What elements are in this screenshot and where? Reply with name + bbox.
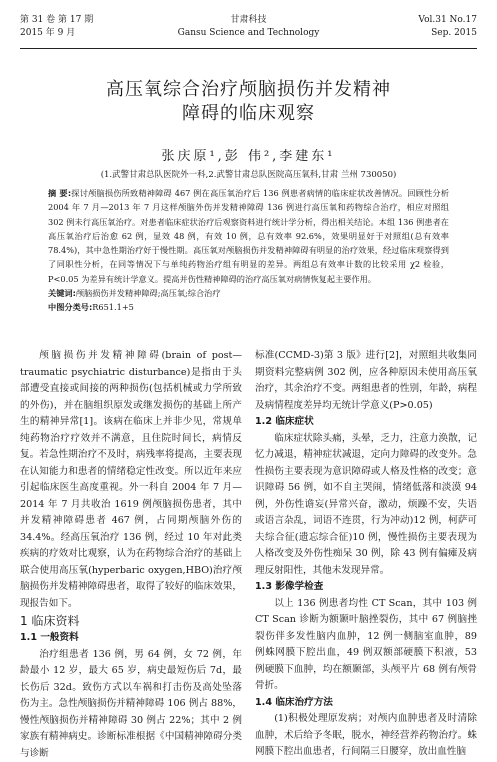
keywords-text: 颅脑损伤并发精神障碍;高压氧;综合治疗 <box>76 288 221 298</box>
journal-name-en: Gansu Science and Technology <box>20 27 477 40</box>
pub-date-cn: 2015 年 9 月 <box>20 27 93 40</box>
header-right <box>418 14 477 40</box>
header-center <box>20 14 477 40</box>
pub-date-en: Sep. 2015 <box>418 27 477 40</box>
body-column-left <box>20 348 242 762</box>
symptoms-paragraph: 临床症状除头痛，头晕，乏力，注意力涣散，记忆力减退，精神症状减退，定向力障碍的改变外。急性损伤主要表现为意识障碍或人格及性格的改变；意识障碍 56 例，如不自主哭闹，情绪低落和淡漠 94 例，外伤性谵妄(异常兴奋，激动，烦躁不安，失语或语言杂乱，词语不连贯，行为冲动)12 例，柯萨可夫综合征(遗忘综合征)10 例，慢性损伤主要表现为人格改变及外伤性痴呆 30 例，除 43 例有偏瘫及病理反射阳性，其他未发现异常。 <box>255 431 477 580</box>
running-header <box>20 14 477 48</box>
keywords-label: 关键词: <box>48 288 76 298</box>
subsection-1-3-heading: 1.3 影像学检查 <box>255 579 477 596</box>
volume-issue-en: Vol.31 No.17 <box>418 14 477 27</box>
keywords <box>48 286 449 300</box>
article-title <box>20 78 477 126</box>
imaging-paragraph: 以上 136 例患者均性 CT Scan，其中 103 例 CT Scan 诊断为额颞叶脑挫裂伤，其中 67 例脑挫裂伤伴多发性脑内血肿，12 例一侧脑室血肿，89 例蛛网膜下腔出血，49 例双额部硬膜下积液，53 例硬膜下血肿，均在额颞部，头颅平片 68 例有颅骨骨折。 <box>255 596 477 695</box>
subsection-1-4-heading: 1.4 临床治疗方法 <box>255 695 477 712</box>
journal-name-cn: 甘肃科技 <box>20 14 477 27</box>
general-data-paragraph: 治疗组患者 136 例，男 64 例，女 72 例，年龄最小 12 岁，最大 65 岁，病史最短伤后 7d，最长伤后 32d。致伤方式以车祸和打击伤及高处坠落伤为主。急性颅脑损伤并精神障碍 106 例占 88%，慢性颅脑损伤并精神障碍 30 例占 22%；其中 2 例家族有精神病史。诊断标准根据《中国精神障碍分类与诊断 <box>20 647 242 762</box>
abstract-block <box>48 186 449 315</box>
abstract-label: 摘 要: <box>48 188 71 198</box>
classification <box>48 300 449 314</box>
subsection-1-2-heading: 1.2 临床症状 <box>255 414 477 431</box>
clc-label: 中图分类号: <box>48 302 92 312</box>
abstract-text: 探讨颅脑损伤所致精神障碍 467 例在高压氧治疗后 136 例患者病情的临床症状改善情况。回顾性分析 2004 年 7 月—2013 年 7 月这样颅脑外伤并发精神障碍 136 例进行高压氧和药物综合治疗，相应对照组 302 例未行高压氧治疗。对患者临床症状治疗后观察资料进行统计学分析，得出相关结论。本组 136 例患者在高压氧治疗后治愈 62 例，显效 48 例，有效 10 例，总有效率 92.6%，效果明显好于对照组(总有效率 78.4%)，其中急性期治疗好于慢性期。高压氧对颅脑损伤并发精神障碍有明显的治疗效果，经过临床观察得到了同职性分析，在同等情况下与单纯药物治疗组有明显的差异。两组总有效率计数的比较采用 χ2 检验，P<0.05 为差异有统计学意义。提高并伤性精神障碍的治疗高压氧对病情恢复起主要作用。 <box>48 188 449 284</box>
author-list: 张庆原¹,彭 伟²,李建东¹ <box>20 145 477 164</box>
title-line-1: 高压氧综合治疗颅脑损伤并发精神 <box>20 78 477 102</box>
clc-number: R651.1+5 <box>92 302 134 312</box>
body-column-right <box>255 348 477 761</box>
volume-issue: 第 31 卷 第 17 期 <box>20 14 93 27</box>
section-1-heading: 1 临床资料 <box>20 612 242 630</box>
treatment-paragraph: (1)积极处理原发病；对颅内血肿患者及时清除血肿，术后给予冬眠，脱水，神经营养药物治疗。蛛网膜下腔出血患者，行间隔三日腰穿，放出血性脑 <box>255 711 477 761</box>
subsection-1-1-heading: 1.1 一般资料 <box>20 630 242 647</box>
header-divider <box>20 48 477 49</box>
affiliation: (1.武警甘肃总队医院外一科,2.武警甘肃总队医院高压氧科,甘肃 兰州 730050) <box>20 168 477 180</box>
intro-paragraph: 颅脑损伤并发精神障碍(brain of post—traumatic psychiatric disturbance)是指由于头部遭受直接或间接的两种损伤(包括机械或力学所致的外伤)，并在脑组织原发或继发损伤的基础上所产生的精神异常[1]。该病在临床上并非少见，常规单纯药物治疗疗效并不满意，且住院时间长，病情反复。若急性期治疗不及时，病残率将提高，主要表现在认知能力和患者的情绪稳定性改变。所以近年来应引起临床医生高度重视。外一科自 2004 年 7 月—2014 年 7 月共收治 1619 例颅脑损伤患者，其中并发精神障碍患者 467 例，占同期颅脑外伤的 34.4%。经高压氧治疗 136 例，经过 10 年对此类疾病的疗效对比观察，认为在药物综合治疗的基础上联合使用高压氧(hyperbaric oxygen,HBO)治疗颅脑损伤并发精神障碍患者，取得了较好的临床效果，现报告如下。 <box>20 348 242 612</box>
abstract <box>48 186 449 286</box>
title-line-2: 障碍的临床观察 <box>20 102 477 126</box>
continued-paragraph: 标准(CCMD-3)第 3 版》进行[2]，对照组共收集同期资料完整病例 302 例，应各种原因未使用高压氧治疗，其余治疗不变。两组患者的性别，年龄，病程及病情程度差异均无统计学意义(P>0.05) <box>255 348 477 414</box>
